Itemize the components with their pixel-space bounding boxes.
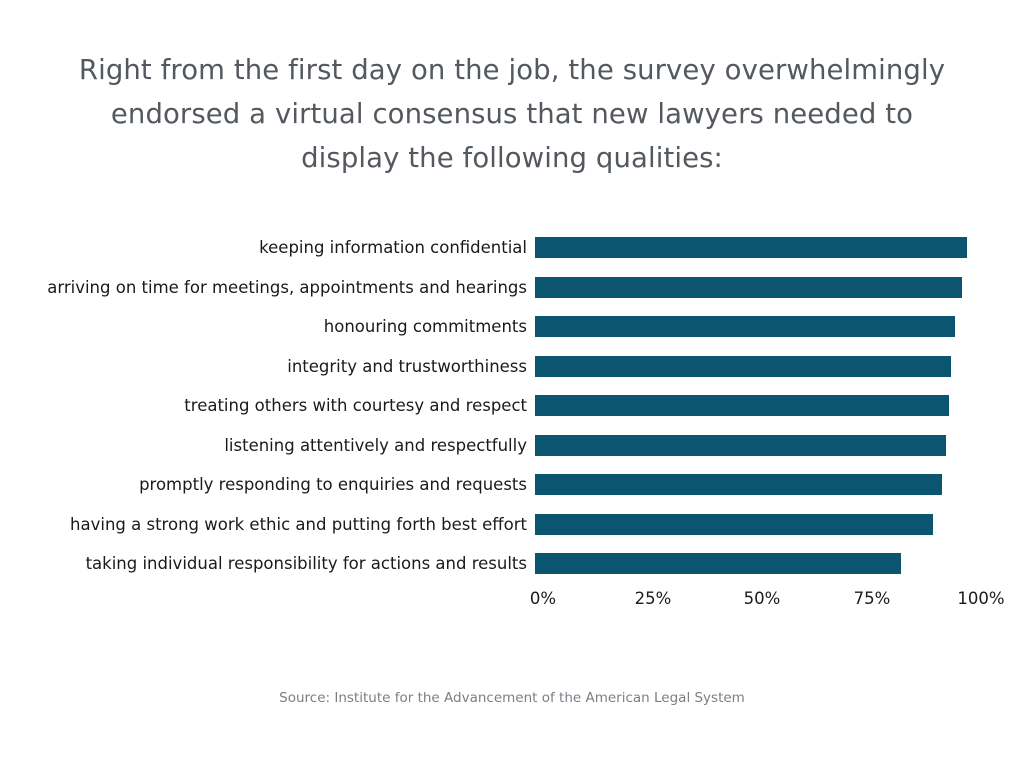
category-label: taking individual responsibility for actions and results: [85, 554, 527, 574]
bar-track: [535, 505, 987, 545]
x-axis-tick: 50%: [743, 589, 781, 608]
chart-rows: [0, 228, 1024, 584]
bar: [535, 474, 942, 495]
bar-track: [535, 426, 987, 466]
category-label: having a strong work ethic and putting forth best effort: [70, 514, 527, 534]
chart-row: [0, 268, 1024, 308]
chart-row: [0, 347, 1024, 387]
x-axis: [529, 583, 1005, 617]
bar-track: [535, 268, 987, 308]
chart-row: [0, 386, 1024, 426]
bar: [535, 316, 955, 337]
bar-track: [535, 465, 987, 505]
bar-track: [535, 347, 987, 387]
category-label: listening attentively and respectfully: [224, 435, 527, 455]
chart-row: [0, 465, 1024, 505]
chart-row: [0, 505, 1024, 545]
source-caption: Source: Institute for the Advancement of the American Legal System: [279, 690, 745, 706]
bar-track: [535, 228, 987, 268]
bar: [535, 395, 949, 416]
chart-row: [0, 228, 1024, 268]
x-axis-tick: 100%: [957, 589, 1005, 608]
category-label: arriving on time for meetings, appointments and hearings: [47, 277, 527, 297]
bar: [535, 435, 946, 456]
bar: [535, 277, 962, 298]
category-label: treating others with courtesy and respect: [184, 396, 527, 416]
bar-track: [535, 386, 987, 426]
x-axis-tick: 25%: [634, 589, 672, 608]
chart-row: [0, 307, 1024, 347]
chart-row: [0, 426, 1024, 466]
bar-chart: [0, 228, 1024, 618]
bar: [535, 514, 933, 535]
page-title: Right from the first day on the job, the survey overwhelmingly endorsed a virtual consensus that new lawyers needed to display the following qualities:: [78, 54, 946, 174]
bar: [535, 356, 951, 377]
bar-track: [535, 307, 987, 347]
category-label: honouring commitments: [323, 317, 527, 337]
x-axis-tick: 75%: [853, 589, 891, 608]
bar: [535, 237, 967, 258]
bar-track: [535, 544, 987, 584]
category-label: keeping information confidential: [259, 238, 527, 258]
chart-row: [0, 544, 1024, 584]
category-label: integrity and trustworthiness: [287, 356, 527, 376]
x-axis-tick: 0%: [529, 589, 557, 608]
category-label: promptly responding to enquiries and requests: [139, 475, 527, 495]
bar: [535, 553, 901, 574]
